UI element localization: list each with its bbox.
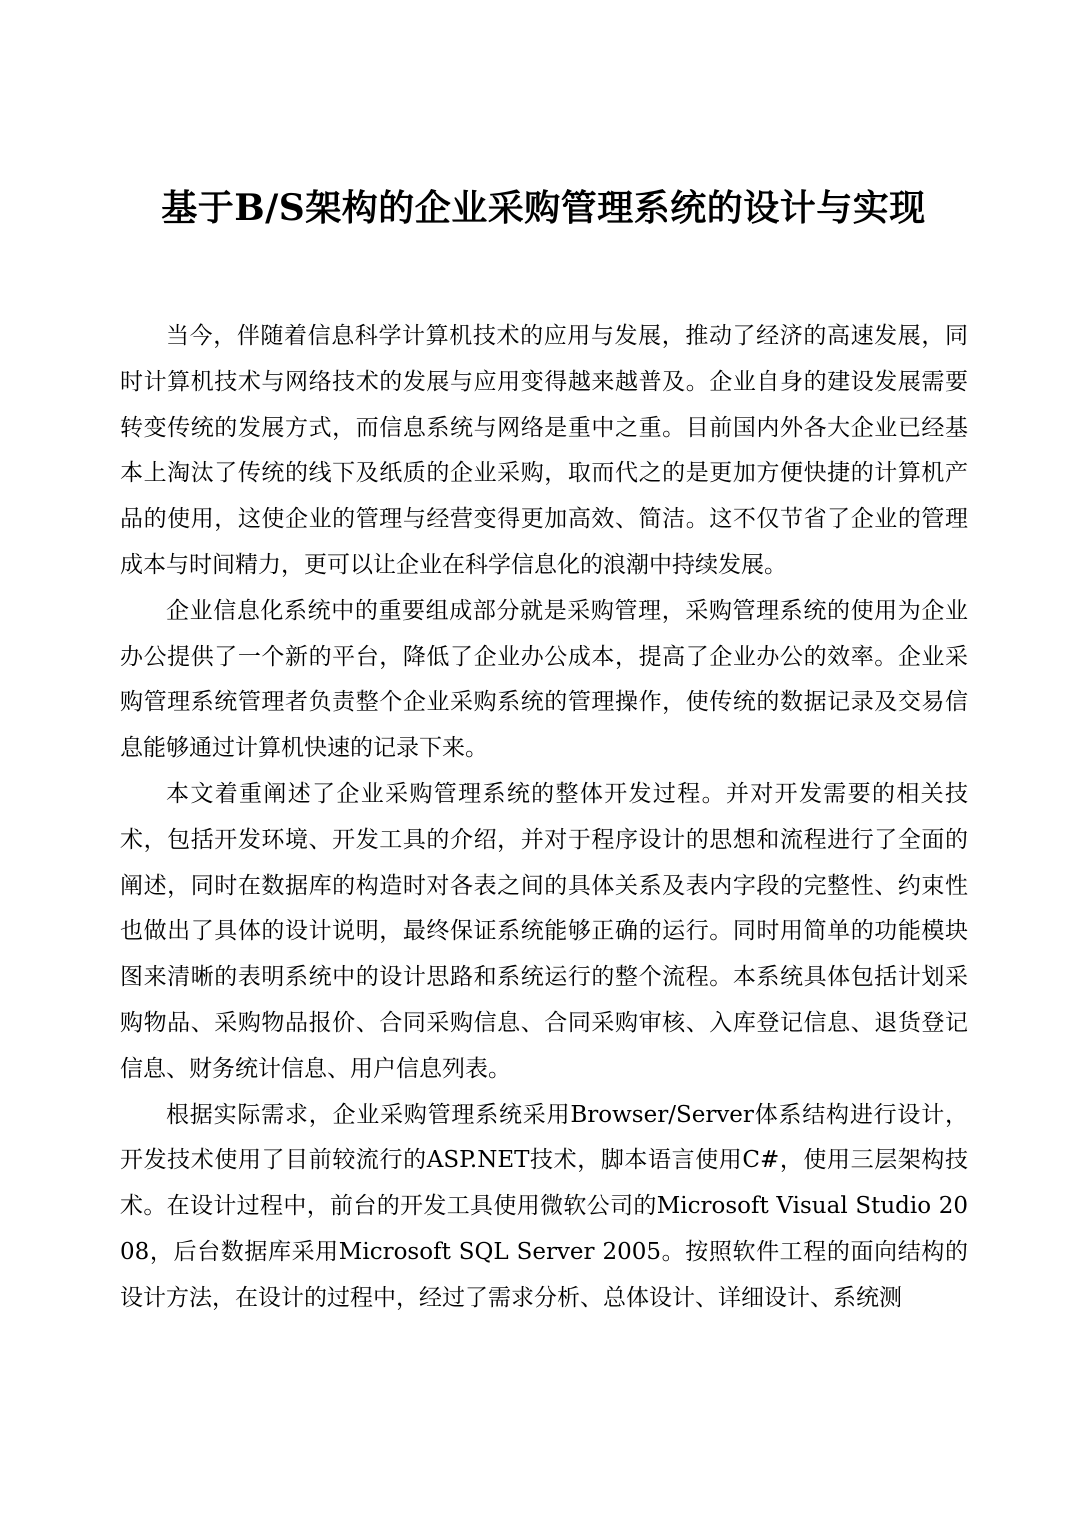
paragraph-2: 企业信息化系统中的重要组成部分就是采购管理，采购管理系统的使用为企业办公提供了一个新的平台，降低了企业办公成本，提高了企业办公的效率。企业采购管理系统管理者负责整个企业采购系统的管理操作，使传统的数据记录及交易信息能够通过计算机快速的记录下来。 bbox=[120, 597, 968, 762]
document-title: 基于B/S架构的企业采购管理系统的设计与实现 bbox=[161, 187, 926, 229]
paragraph-3: 本文着重阐述了企业采购管理系统的整体开发过程。并对开发需要的相关技术，包括开发环境、开发工具的介绍，并对于程序设计的思想和流程进行了全面的阐述，同时在数据库的构造时对各表之间的具体关系及表内字段的完整性、约束性也做出了具体的设计说明，最终保证系统能够正确的运行。同时用简单的功能模块图来清晰的表明系统中的设计思路和系统运行的整个流程。本系统具体包括计划采购物品、采购物品报价、合同采购信息、合同采购审核、入库登记信息、退货登记信息、财务统计信息、用户信息列表。 bbox=[120, 780, 968, 1082]
document-body bbox=[120, 314, 968, 1322]
paragraph-4: 根据实际需求，企业采购管理系统采用Browser/Server体系结构进行设计，开发技术使用了目前较流行的ASP.NET技术，脚本语言使用C#，使用三层架构技术。在设计过程中，前台的开发工具使用微软公司的Microsoft Visual Studio 2008，后台数据库采用Microsoft SQL Server 2005。按照软件工程的面向结构的设计方法，在设计的过程中，经过了需求分析、总体设计、详细设计、系统测 bbox=[120, 1101, 968, 1311]
paragraph-1: 当今，伴随着信息科学计算机技术的应用与发展，推动了经济的高速发展，同时计算机技术与网络技术的发展与应用变得越来越普及。企业自身的建设发展需要转变传统的发展方式，而信息系统与网络是重中之重。目前国内外各大企业已经基本上淘汰了传统的线下及纸质的企业采购，取而代之的是更加方便快捷的计算机产品的使用，这使企业的管理与经营变得更加高效、简洁。这不仅节省了企业的管理成本与时间精力，更可以让企业在科学信息化的浪潮中持续发展。 bbox=[120, 323, 968, 578]
